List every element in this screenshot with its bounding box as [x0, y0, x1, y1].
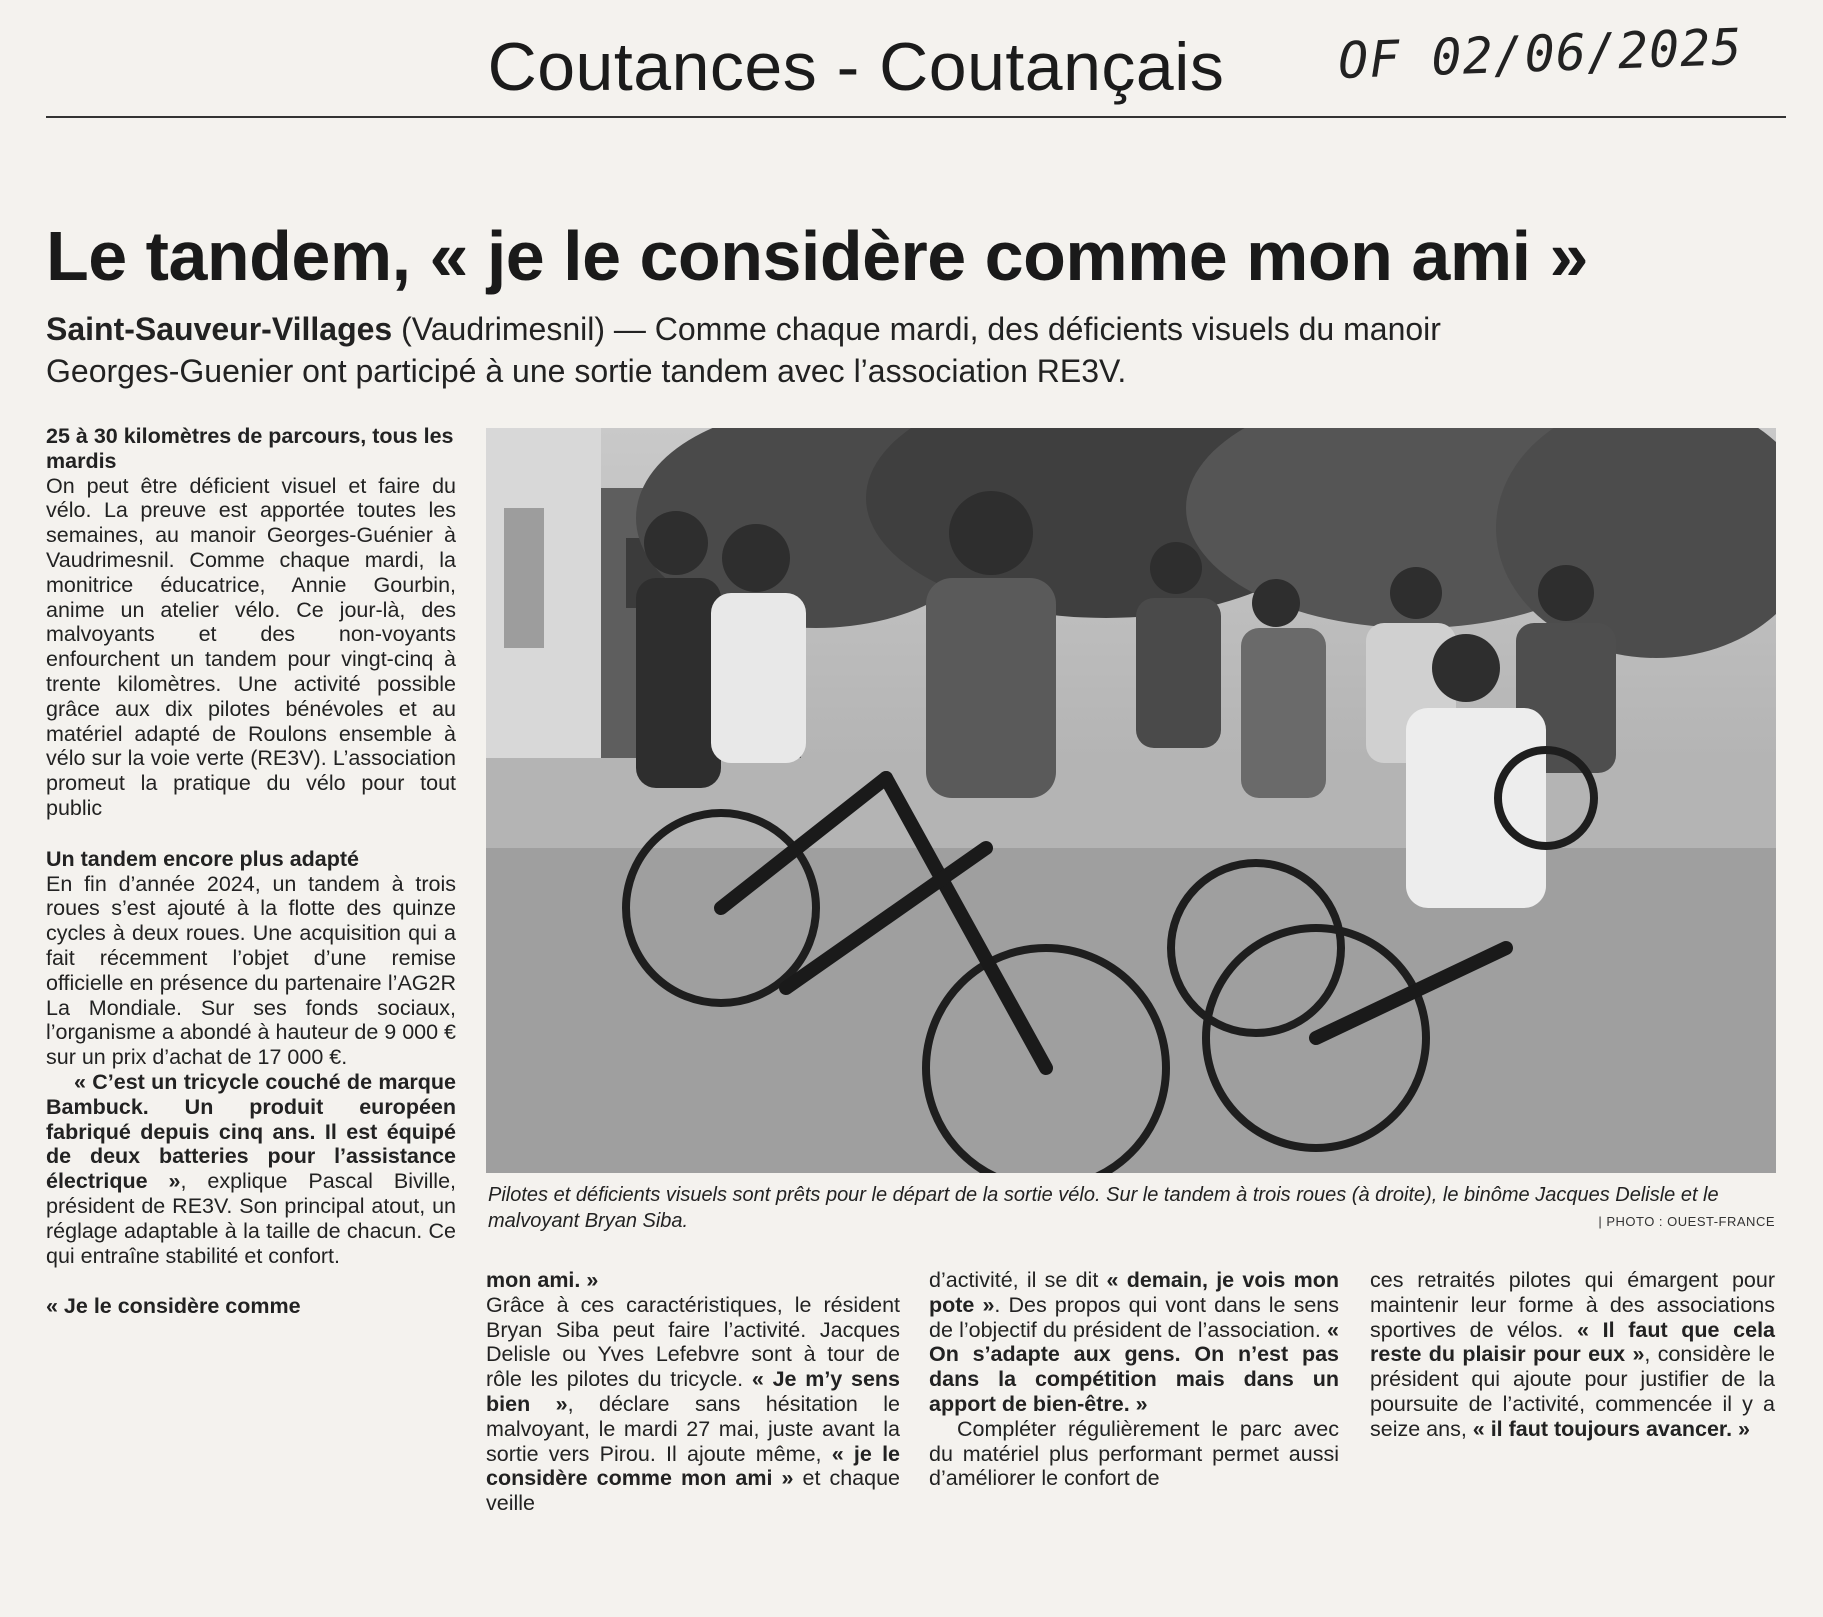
- subheading: « Je le considère comme: [46, 1294, 301, 1319]
- paragraph-text: . Des propos qui vont dans le sens de l’objectif du président de l’association.: [929, 1292, 1339, 1342]
- paragraph-text: , considère le président qui ajoute pour justifier de la poursuite de l’activité, commencée il y a seize ans,: [1370, 1342, 1775, 1441]
- header-rule: [46, 116, 1786, 118]
- article-lead: [46, 308, 1466, 392]
- paragraph-text: et chaque veille: [486, 1466, 900, 1516]
- quote: « Je m’y sens bien »: [486, 1367, 900, 1416]
- paragraph: On peut être déficient visuel et faire du vélo. La preuve est apportée toutes les semaines, au manoir Georges-Guénier à Vaudrimesnil. Comme chaque mardi, la monitrice éducatrice, Annie Gourbin, anime un atelier vélo. Ce jour-là, des malvoyants et des non-voyants enfourchent un tandem pour vingt-cinq à trente kilomètres. Une activité possible grâce aux dix pilotes bénévoles et au matériel adapté de Roulons ensemble à vélo sur la voie verte (RE3V). L’association promeut la pratique du vélo pour tout public: [46, 473, 456, 820]
- paragraph-text: Grâce à ces caractéristiques, le résident Bryan Siba peut faire l’activité. Jacques Delisle ou Yves Lefebvre sont à tour de rôle les pilotes du tricycle.: [486, 1292, 900, 1392]
- paragraph: [1370, 1268, 1775, 1442]
- photo-caption: Pilotes et déficients visuels sont prêts pour le départ de la sortie vélo. Sur le tandem à trois roues (à droite), le binôme Jacques Delisle et le malvoyant Bryan Siba.: [488, 1184, 1719, 1232]
- column-3: [929, 1268, 1339, 1491]
- paragraph: [486, 1293, 900, 1516]
- quote: « C’est un tricycle couché de marque Bambuck. Un produit européen fabriqué depuis cinq ans. Il est équipé de deux batteries pour l’assistance électrique »: [46, 1069, 456, 1194]
- quote: « demain, je vois mon pote »: [929, 1268, 1340, 1317]
- paragraph-text: d’activité, il se dit: [929, 1268, 1107, 1292]
- lead-text: (Vaudrimesnil) — Comme chaque mardi, des déficients visuels du manoir Georges-Guenier ont participé à une sortie tandem avec l’association RE3V.: [46, 311, 1441, 389]
- paragraph-text: , explique Pascal Biville, président de RE3V. Son principal atout, un réglage adaptable à la taille de chacun. Ce qui entraîne stabilité et confort.: [46, 1169, 456, 1268]
- article-photo: [486, 428, 1776, 1173]
- column-4: [1370, 1268, 1775, 1442]
- article-headline: Le tandem, « je le considère comme mon ami »: [46, 217, 1588, 295]
- quote: « Il faut que cela reste du plaisir pour eux »: [1370, 1317, 1776, 1367]
- lead-place: Saint-Sauveur-Villages: [46, 311, 393, 347]
- paragraph: [46, 1070, 456, 1268]
- cyclists-photo-illustration: [486, 428, 1776, 1173]
- paragraph: Compléter régulièrement le parc avec du matériel plus performant permet aussi d’améliorer le confort de: [929, 1416, 1339, 1491]
- subheading: 25 à 30 kilomètres de parcours, tous les mardis: [46, 424, 454, 473]
- quote: « On s’adapte aux gens. On n’est pas dans la compétition mais dans un apport de bien-être. »: [929, 1317, 1339, 1416]
- paragraph: [929, 1268, 1339, 1417]
- quote: « il faut toujours avancer. »: [1472, 1416, 1750, 1441]
- paragraph: En fin d’année 2024, un tandem à trois roues s’est ajouté à la flotte des quinze cycles à deux roues. Une acquisition qui a fait récemment l’objet d’une remise officielle en présence du partenaire l’AG2R La Mondiale. Sur ses fonds sociaux, l’organisme a abondé à hauteur de 9 000 € sur un prix d’achat de 17 000 €.: [46, 871, 457, 1070]
- subheading: Un tandem encore plus adapté: [46, 846, 360, 871]
- paragraph-text: ces retraités pilotes qui émargent pour maintenir leur forme à des associations sportives de vélos.: [1370, 1268, 1775, 1342]
- section-title: Coutances - Coutançais: [487, 29, 1225, 105]
- subheading-continuation: mon ami. »: [486, 1268, 599, 1292]
- handwritten-date-note: OF 02/06/2025: [1337, 17, 1744, 91]
- quote: « je le considère comme mon ami »: [486, 1441, 900, 1491]
- photo-credit: | PHOTO : OUEST-FRANCE: [1598, 1214, 1775, 1229]
- column-2: [486, 1268, 900, 1516]
- column-1: [46, 424, 456, 1319]
- paragraph-text: , déclare sans hésitation le malvoyant, le mardi 27 mai, juste avant la sortie vers Pirou. Il ajoute même,: [486, 1391, 900, 1466]
